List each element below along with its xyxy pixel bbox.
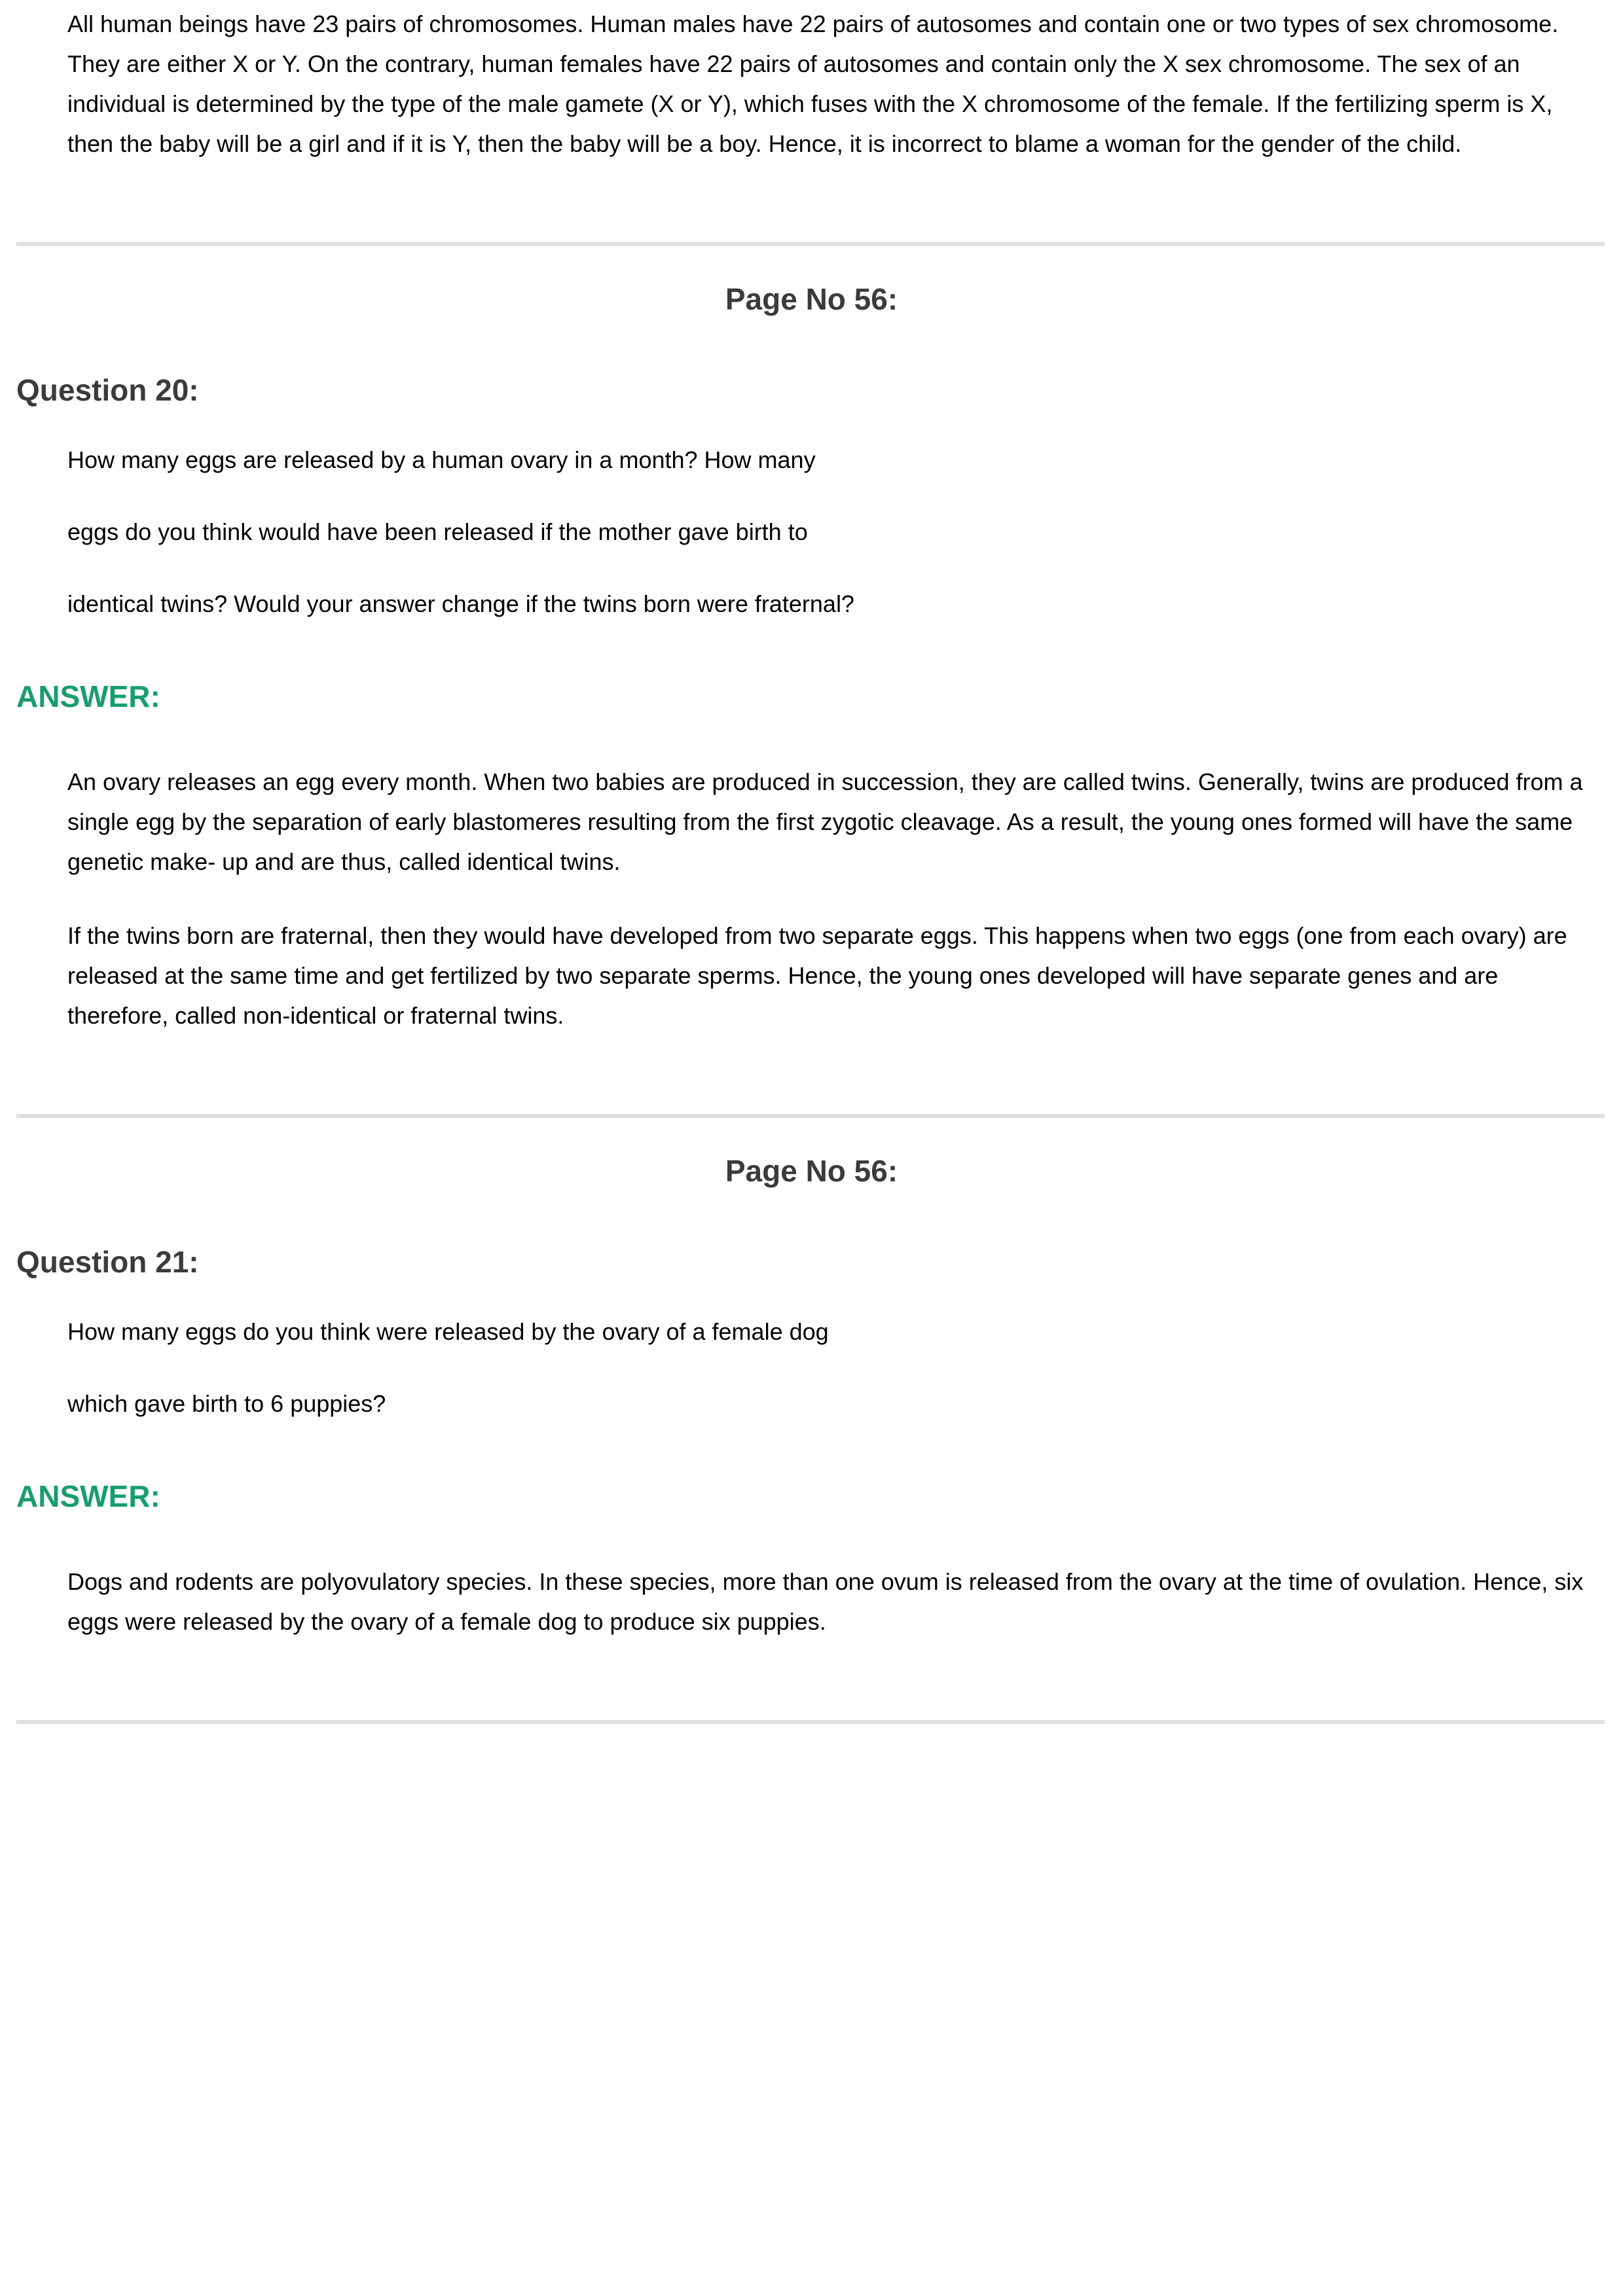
question-20-heading: Question 20: (16, 373, 199, 407)
answer-20-text (16, 762, 1607, 1035)
question-line: How many eggs are released by a human ovary in a month? How many (67, 446, 816, 473)
question-21-text (16, 1312, 1607, 1424)
answer-paragraph: If the twins born are fraternal, then they would have developed from two separate eggs. This happens when two eggs (one from each ovary) are released at the same time and get fertilized by two separate sperms. Hence, the young ones developed will have separate genes and are therefore, called non-identical or fraternal twins. (67, 922, 1567, 1029)
answer-heading: ANSWER: (16, 679, 160, 713)
question-line: identical twins? Would your answer change if the twins born were fraternal? (67, 590, 854, 617)
question-21-heading: Question 21: (16, 1245, 199, 1279)
question-line: How many eggs do you think were released by the ovary of a female dog (67, 1318, 829, 1345)
question-line: which gave birth to 6 puppies? (67, 1390, 386, 1417)
section-divider (16, 1720, 1605, 1724)
answer-paragraph: Dogs and rodents are polyovulatory species. In these species, more than one ovum is released from the ovary at the time of ovulation. Hence, six eggs were released by the ovary of a female dog to produce six puppies. (67, 1568, 1584, 1635)
page-number-label: Page No 56: (725, 282, 898, 316)
answer-heading: ANSWER: (16, 1479, 160, 1513)
answer-paragraph: An ovary releases an egg every month. When two babies are produced in succession, they are called twins. Generally, twins are produced from a single egg by the separation of early blastomeres resulting from the first zygotic cleavage. As a result, the young ones formed will have the same genetic make- up and are thus, called identical twins. (67, 768, 1583, 875)
section-divider (16, 1114, 1605, 1118)
question-20-text (16, 440, 1607, 624)
page-number-label: Page No 56: (725, 1154, 898, 1188)
question-line: eggs do you think would have been released if the mother gave birth to (67, 518, 808, 545)
section-divider (16, 242, 1605, 246)
intro-paragraph: All human beings have 23 pairs of chromosomes. Human males have 22 pairs of autosomes and contain one or two types of sex chromosome. They are either X or Y. On the contrary, human females have 22 pairs of autosomes and contain only the X sex chromosome. The sex of an individual is determined by the type of the male gamete (X or Y), which fuses with the X chromosome of the female. If the fertilizing sperm is X, then the baby will be a girl and if it is Y, then the baby will be a boy. Hence, it is incorrect to blame a woman for the gender of the child. (67, 10, 1559, 157)
answer-21-text (16, 1562, 1607, 1641)
